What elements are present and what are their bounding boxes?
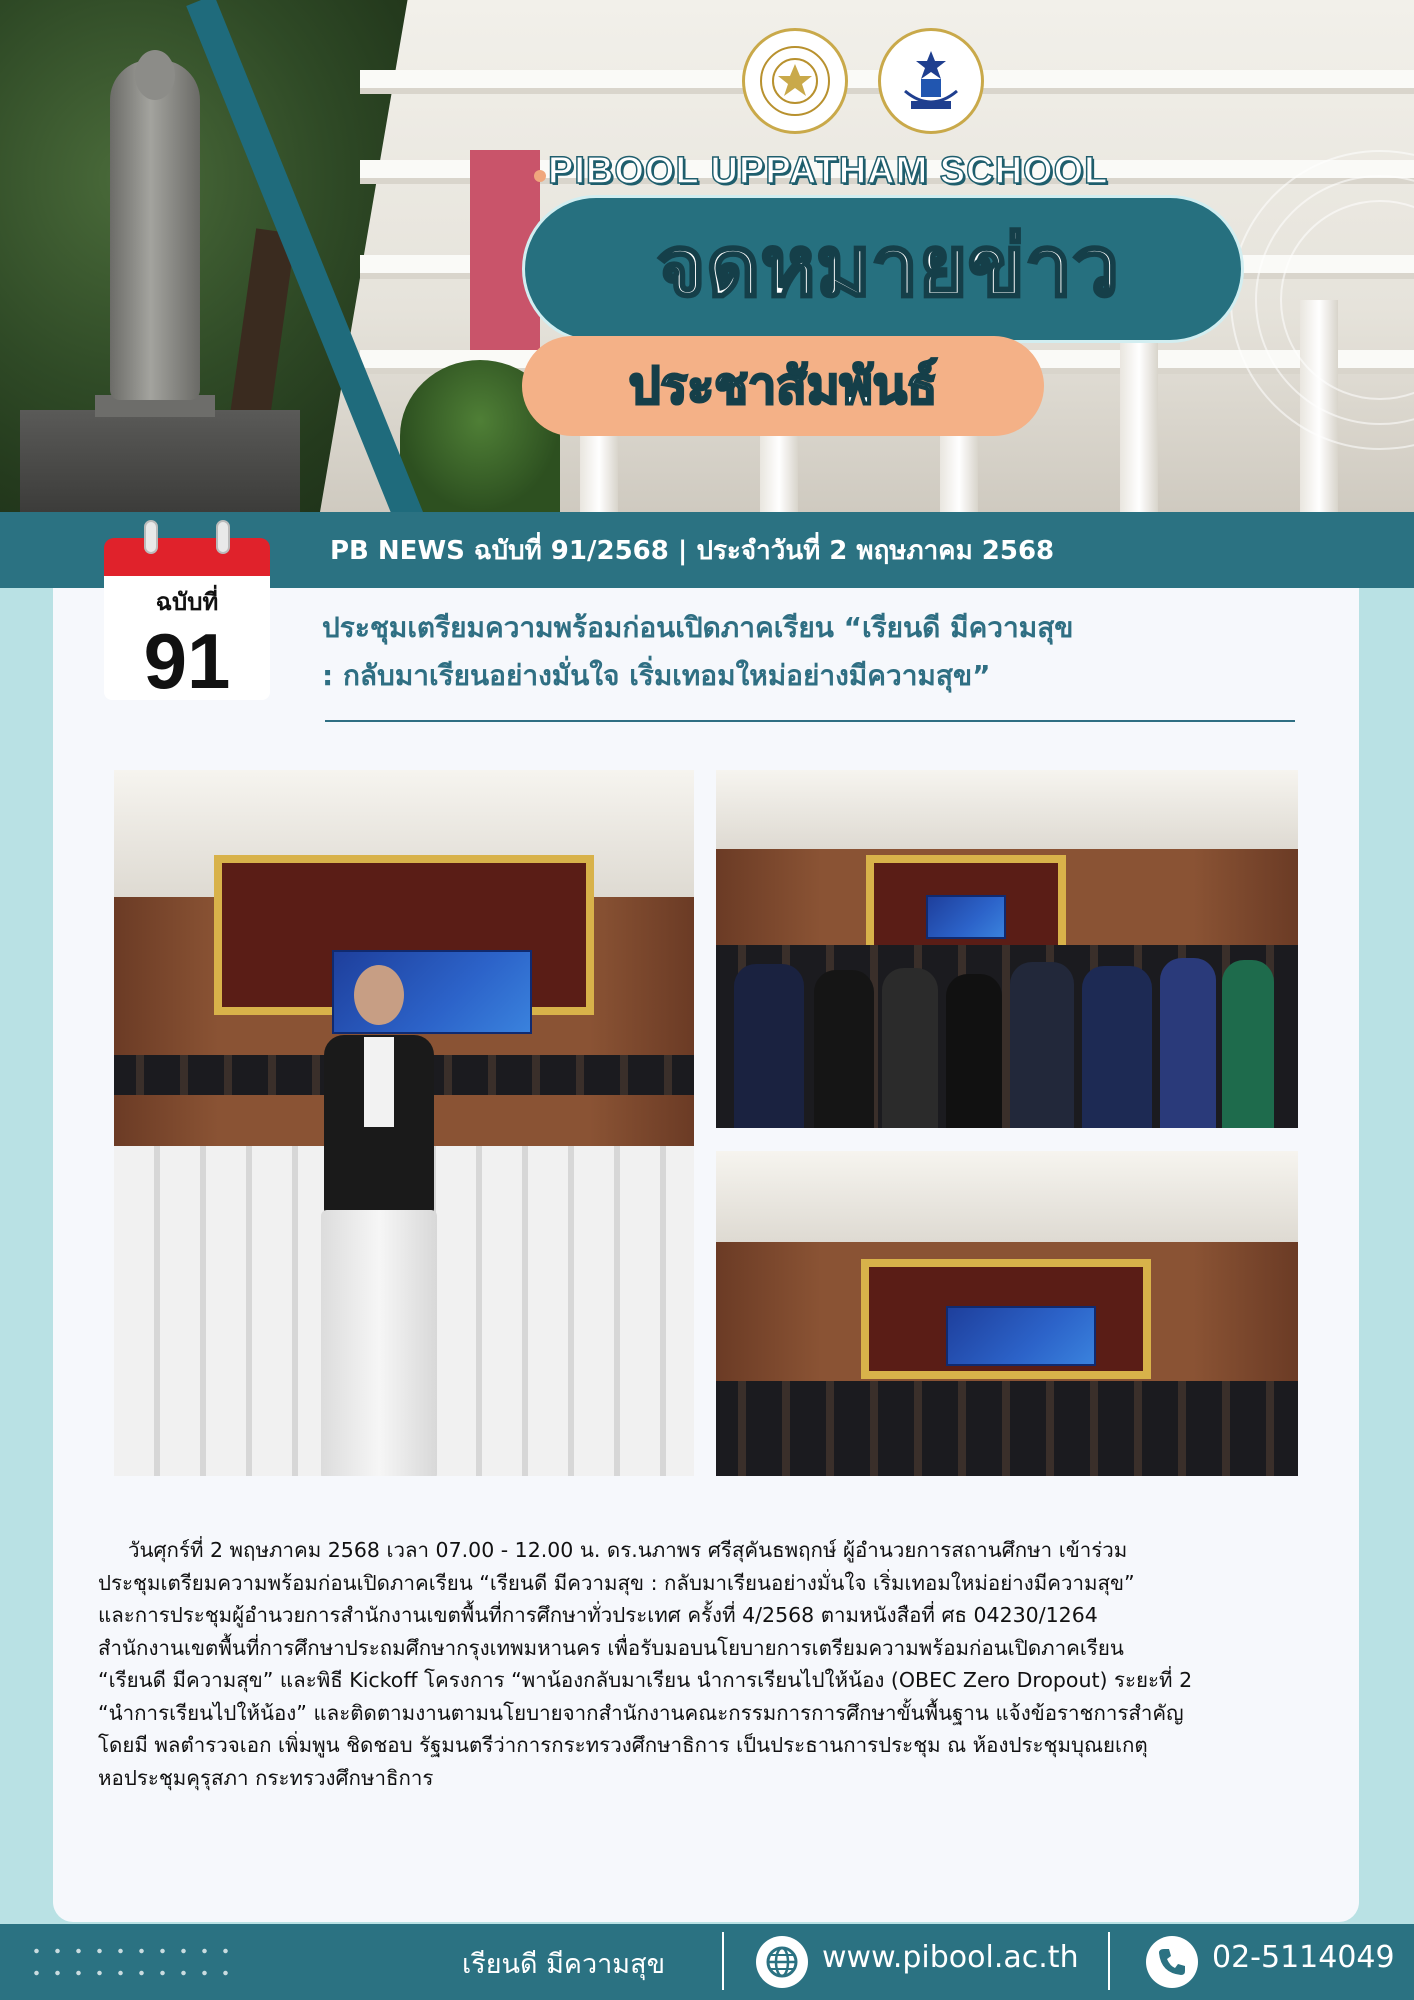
calendar-header bbox=[104, 538, 270, 576]
statue-base bbox=[20, 410, 300, 512]
calendar-body bbox=[104, 576, 270, 705]
group-figures bbox=[734, 940, 1274, 1128]
article-line: วันศุกร์ที่ 2 พฤษภาคม 2568 เวลา 07.00 - 12.00 น. ดร.นภาพร ศรีสุคันธพฤกษ์ ผู้อำนวยการสถานศึกษา เข้าร่วม bbox=[128, 1538, 1128, 1562]
calendar-icon bbox=[104, 532, 270, 705]
footer-dot-pattern bbox=[26, 1940, 236, 1984]
headline-line-2: : กลับมาเรียนอย่างมั่นใจ เริ่มเทอมใหม่อย่างมีความสุข” bbox=[322, 659, 991, 692]
statue-head bbox=[135, 50, 175, 100]
article-line: ประชุมเตรียมความพร้อมก่อนเปิดภาคเรียน “เรียนดี มีความสุข : กลับมาเรียนอย่างมั่นใจ เริ่มเทอมใหม่อย่างมีความสุข” bbox=[98, 1570, 1135, 1595]
article-body bbox=[98, 1534, 1324, 1794]
page-title: จดหมายข่าว bbox=[656, 217, 1120, 315]
article-line: “นำการเรียนไปให้น้อง” และติดตามงานตามนโยบายจากสำนักงานคณะกรรมการการศึกษาขั้นพื้นฐาน แจ้งข้อราชการสำคัญ bbox=[98, 1700, 1184, 1725]
headline-divider bbox=[325, 720, 1295, 722]
calendar-ring bbox=[216, 520, 230, 554]
headline bbox=[322, 604, 1302, 700]
quality-school-badge-icon bbox=[878, 28, 984, 134]
headline-line-1: ประชุมเตรียมความพร้อมก่อนเปิดภาคเรียน “เรียนดี มีความสุข bbox=[322, 611, 1074, 644]
photo-stage-audience bbox=[716, 1151, 1298, 1476]
globe-icon bbox=[756, 1936, 808, 1988]
article-line: และการประชุมผู้อำนวยการสำนักงานเขตพื้นที่การศึกษาทั่วประเทศ ครั้งที่ 4/2568 ตามหนังสือที่ ศธ 04230/1264 bbox=[98, 1603, 1098, 1627]
hall-ceiling bbox=[716, 1151, 1298, 1242]
page-subtitle: ประชาสัมพันธ์ bbox=[628, 357, 938, 415]
issue-number: 91 bbox=[143, 617, 231, 705]
footer-website-link[interactable]: www.pibool.ac.th bbox=[822, 1940, 1079, 1975]
footer-slogan: เรียนดี มีความสุข bbox=[462, 1949, 666, 1980]
header-banner bbox=[0, 0, 1414, 512]
director-figure bbox=[319, 965, 439, 1476]
footer-divider bbox=[722, 1932, 724, 1990]
article-line: หอประชุมคุรุสภา กระทรวงศึกษาธิการ bbox=[98, 1765, 434, 1790]
calendar-ring bbox=[144, 520, 158, 554]
footer-divider bbox=[1108, 1932, 1110, 1990]
school-crest-icon bbox=[742, 28, 848, 134]
hall-ceiling bbox=[716, 770, 1298, 849]
article-line: สำนักงานเขตพื้นที่การศึกษาประถมศึกษากรุงเทพมหานคร เพื่อรับมอบนโยบายการเตรียมความพร้อมก่อนเปิดภาคเรียน bbox=[98, 1635, 1124, 1660]
issue-label: ฉบับที่ bbox=[155, 588, 219, 616]
footer-phone[interactable]: 02-5114049 bbox=[1212, 1940, 1395, 1975]
statue-figure bbox=[110, 60, 200, 400]
issue-info: PB NEWS ฉบับที่ 91/2568 | ประจำวันที่ 2 พฤษภาคม 2568 bbox=[330, 536, 1055, 566]
stage-screen bbox=[946, 1306, 1096, 1366]
audience bbox=[716, 1381, 1298, 1476]
school-name-en: PIBOOL UPPATHAM SCHOOL bbox=[548, 150, 1109, 192]
photo-group bbox=[716, 770, 1298, 1128]
article-line: “เรียนดี มีความสุข” และพิธี Kickoff โครงการ “พาน้องกลับมาเรียน นำการเรียนไปให้น้อง (OBEC Zero Dropout) ระยะที่ 2 bbox=[98, 1668, 1193, 1692]
photo-director-portrait bbox=[114, 770, 694, 1476]
phone-icon bbox=[1146, 1936, 1198, 1988]
article-line: โดยมี พลตำรวจเอก เพิ่มพูน ชิดชอบ รัฐมนตรีว่าการกระทรวงศึกษาธิการ เป็นประธานการประชุม ณ ห้องประชุมบุณยเกตุ bbox=[98, 1733, 1148, 1757]
stage-screen bbox=[926, 895, 1006, 939]
title-bullet bbox=[534, 170, 546, 182]
